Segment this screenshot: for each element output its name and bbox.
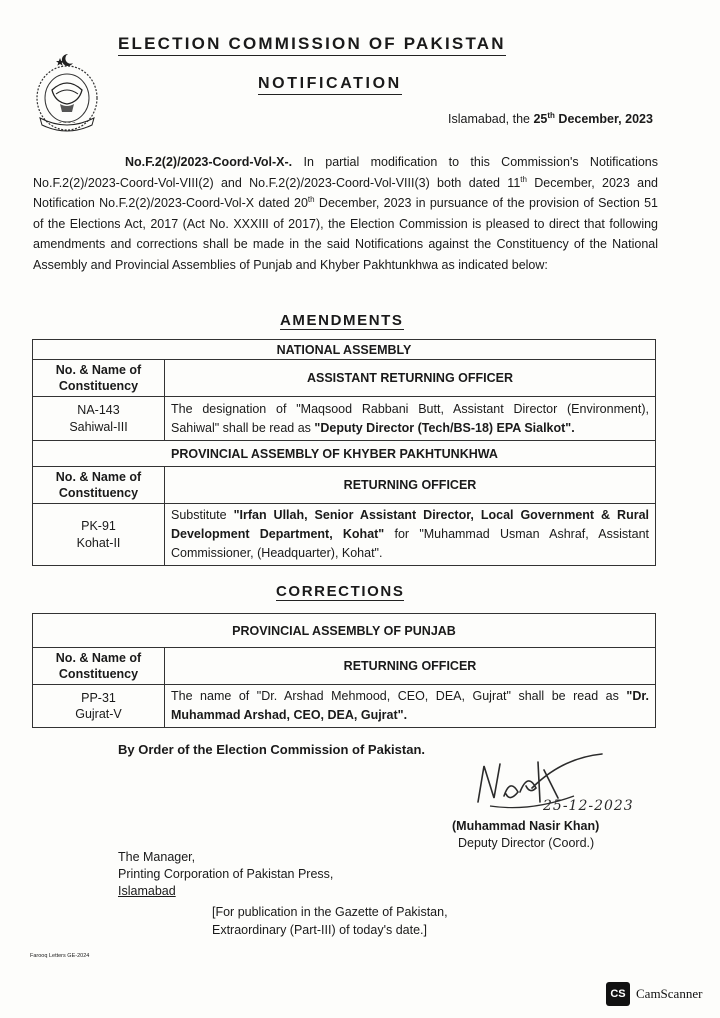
- recipient-block: [118, 849, 333, 900]
- signatory-name: (Muhammad Nasir Khan): [452, 819, 600, 833]
- punjab-col-officer-header: RETURNING OFFICER: [165, 648, 656, 685]
- amendments-table: [32, 339, 656, 566]
- na-amendment-text: [165, 397, 656, 441]
- signature-date: 25-12-2023: [543, 798, 634, 814]
- kp-text-bold: "Irfan Ullah, Senior Assistant Director, Local Government & Rural Development Department, Kohat": [171, 508, 649, 541]
- table-row: [33, 441, 656, 467]
- na-section-title: NATIONAL ASSEMBLY: [33, 340, 656, 360]
- date-suffix: th: [547, 111, 555, 120]
- kp-amendment-text: [165, 504, 656, 566]
- kp-text-end: for "Muhammad Usman Ashraf, Assistant Commissioner, (Headquarter), Kohat".: [171, 527, 649, 560]
- place-and-date: [448, 111, 653, 126]
- punjab-text-bold: "Dr. Muhammad Arshad, CEO, DEA, Gujrat".: [171, 689, 649, 722]
- date-rest: December, 2023: [554, 112, 653, 127]
- kp-constituency-name: Kohat-II: [76, 535, 121, 550]
- kp-col-constituency-header: No. & Name of Constituency: [33, 467, 165, 504]
- na-constituency-name: Sahiwal-III: [69, 419, 128, 434]
- table-row: [33, 467, 656, 504]
- camscanner-brand: CamScanner: [636, 986, 703, 1001]
- organization-title: ELECTION COMMISSION OF PAKISTAN: [118, 34, 506, 56]
- recipient-line-1: The Manager,: [118, 850, 196, 864]
- table-row: [33, 360, 656, 397]
- publication-line-2: Extraordinary (Part-III) of today's date.]: [212, 923, 427, 937]
- punjab-col-constituency-header: No. & Name of Constituency: [33, 648, 165, 685]
- punjab-constituency-cell: [33, 685, 165, 728]
- table-row: [33, 397, 656, 441]
- amendments-heading: AMENDMENTS: [280, 312, 404, 329]
- punjab-section-title: PROVINCIAL ASSEMBLY OF PUNJAB: [33, 614, 656, 648]
- na-col-constituency-header: No. & Name of Constituency: [33, 360, 165, 397]
- document-type-heading: NOTIFICATION: [258, 75, 402, 95]
- publication-note: [212, 903, 448, 939]
- kp-constituency-cell: [33, 504, 165, 566]
- na-constituency-cell: [33, 397, 165, 441]
- corrections-table: [32, 613, 656, 728]
- table-row: [33, 614, 656, 648]
- body-part-2: December, 2023 and Notification No.F.2(2)/2023-Coord-Vol-X dated 20: [33, 175, 659, 211]
- body-part-1: In partial modification to this Commission's Notifications No.F.2(2)/2023-Coord-Vol-VIII(2) and No.F.2(2)/2023-Coord-Vol-VIII(3) both dated 11: [33, 155, 658, 190]
- camscanner-logo-icon: CS: [606, 982, 630, 1006]
- punjab-text-plain: The name of "Dr. Arshad Mehmood, CEO, DEA, Gujrat" shall be read as: [171, 689, 627, 703]
- file-reference: Farooq Letters GE-2024: [30, 953, 90, 959]
- publication-line-1: [For publication in the Gazette of Pakistan,: [212, 905, 448, 919]
- notification-body: [33, 152, 658, 276]
- na-col-officer-header: ASSISTANT RETURNING OFFICER: [165, 360, 656, 397]
- table-row: [33, 648, 656, 685]
- body-part-3: December, 2023 in pursuance of the provision of Section 51 of the Elections Act, 2017 (Act No. XXXIII of 2017), the Election Commission is pleased to direct that following amendments and corrections shall be made in the said Notifications against the Constituency of the National Assembly and Provincial Assemblies of Punjab and Khyber Pakhtunkhwa as indicated below:: [33, 196, 658, 272]
- punjab-constituency-name: Gujrat-V: [75, 707, 122, 721]
- body-sup-2: th: [307, 195, 315, 205]
- body-sup-1: th: [520, 174, 527, 184]
- place-prefix: Islamabad, the: [448, 112, 534, 127]
- na-text-bold: "Deputy Director (Tech/BS-18) EPA Sialkot".: [314, 420, 575, 435]
- kp-text-plain: Substitute: [171, 508, 234, 522]
- kp-constituency-number: PK-91: [81, 518, 116, 533]
- recipient-line-2: Printing Corporation of Pakistan Press,: [118, 867, 334, 881]
- punjab-constituency-number: PP-31: [81, 691, 116, 705]
- svg-text:~ ~ ~ ~: ~ ~ ~ ~: [58, 120, 76, 125]
- na-text-plain: The designation of "Maqsood Rabbani Butt, Assistant Director (Environment), Sahiwal" shall be read as: [171, 401, 649, 435]
- corrections-heading: CORRECTIONS: [276, 583, 405, 600]
- punjab-correction-text: [165, 685, 656, 728]
- table-row: [33, 340, 656, 360]
- kp-section-title: PROVINCIAL ASSEMBLY OF KHYBER PAKHTUNKHWA: [33, 441, 656, 467]
- reference-number: No.F.2(2)/2023-Coord-Vol-X-.: [125, 155, 293, 169]
- ecp-emblem-icon: [30, 48, 104, 154]
- table-row: [33, 685, 656, 728]
- kp-col-officer-header: RETURNING OFFICER: [165, 467, 656, 504]
- recipient-line-3: Islamabad: [118, 884, 176, 898]
- na-constituency-number: NA-143: [77, 402, 120, 417]
- by-order-line: By Order of the Election Commission of Pakistan.: [118, 742, 426, 757]
- signatory-designation: Deputy Director (Coord.): [458, 836, 595, 850]
- date-day: 25: [533, 112, 548, 127]
- camscanner-watermark: [606, 982, 702, 1006]
- table-row: [33, 504, 656, 566]
